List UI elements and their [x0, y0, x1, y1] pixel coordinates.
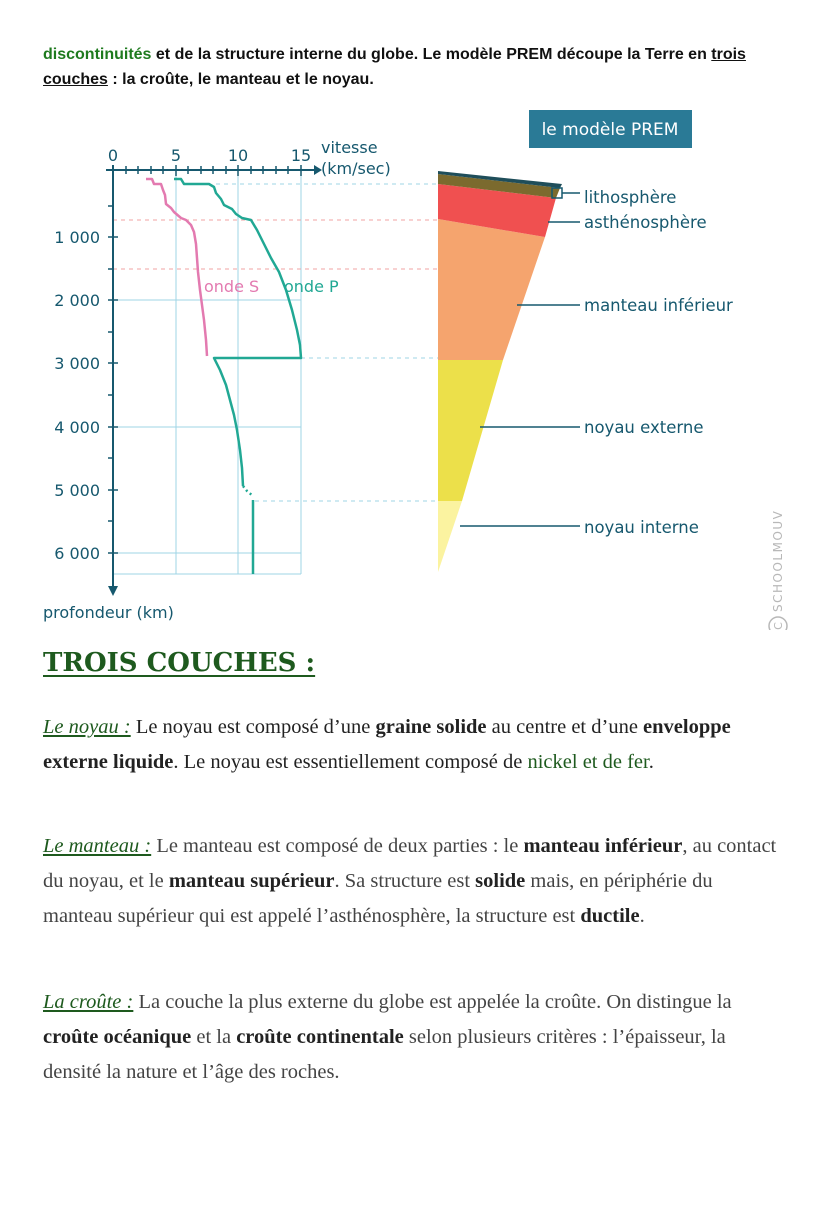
- x-tick-label-0: 0: [107, 146, 119, 165]
- label-lower-mantle: manteau inférieur: [584, 296, 733, 315]
- manteau-bold-3: solide: [475, 870, 526, 892]
- chart-grid: [113, 170, 301, 574]
- chart-axes: [106, 165, 322, 596]
- y-tick-label-2000: 2 000: [54, 291, 100, 310]
- copyright-glyph: C: [772, 622, 785, 630]
- prem-badge-label: le modèle PREM: [541, 120, 679, 140]
- croute-bold-1: croûte océanique: [43, 1026, 192, 1048]
- manteau-bold-4: ductile: [580, 905, 640, 927]
- prem-badge: [529, 110, 692, 148]
- noyau-text-3: . Le noyau est essentiellement composé de: [173, 751, 528, 773]
- outer-core-layer: [438, 360, 503, 501]
- label-lithosphere: lithosphère: [584, 188, 677, 207]
- x-axis-title-1: vitesse: [321, 138, 378, 157]
- lower-mantle-layer: [438, 219, 545, 360]
- earth-wedge: [438, 171, 562, 572]
- paragraph-manteau: [43, 829, 783, 934]
- x-tick-labels: [108, 146, 311, 165]
- croute-bold-2: croûte continentale: [236, 1026, 404, 1048]
- intro-text-part: et de la structure interne du globe. Le modèle PREM découpe la Terre en: [151, 46, 712, 63]
- term-croute: La croûte :: [43, 991, 134, 1013]
- watermark-text: SCHOOLMOUV: [771, 509, 785, 612]
- manteau-text-2: , au contact du noyau, et le: [43, 835, 777, 892]
- paragraph-noyau: [43, 710, 783, 780]
- wave-p-label: onde P: [284, 277, 339, 296]
- watermark: [769, 510, 787, 630]
- y-axis-arrow: [108, 586, 118, 596]
- label-outer-core: noyau externe: [584, 418, 704, 437]
- noyau-bold-2: enveloppe externe liquide: [43, 716, 731, 773]
- y-tick-label-1000: 1 000: [54, 228, 100, 247]
- prem-model-figure: [0, 100, 828, 630]
- noyau-text-4: .: [648, 751, 654, 773]
- y-axis-title: profondeur (km): [43, 603, 174, 622]
- croute-text-1: La couche la plus externe du globe est appelée la croûte. On distingue la: [133, 991, 732, 1013]
- term-noyau: Le noyau :: [43, 716, 131, 738]
- y-tick-labels: [54, 228, 100, 563]
- y-tick-label-3000: 3 000: [54, 354, 100, 373]
- croute-text-3: selon plusieurs critères : l’épaisseur, la densité la nature et l’âge des roches.: [43, 1026, 726, 1083]
- manteau-bold-2: manteau supérieur: [168, 870, 335, 892]
- wave-p-dotted: [243, 486, 253, 496]
- noyau-bold-1: graine solide: [375, 716, 487, 738]
- y-tick-label-6000: 6 000: [54, 544, 100, 563]
- intro-text-end: : la croûte, le manteau et le noyau.: [107, 71, 374, 88]
- label-inner-core: noyau interne: [584, 518, 699, 537]
- manteau-bold-1: manteau inférieur: [523, 835, 683, 857]
- manteau-text-1: Le manteau est composé de deux parties : le: [151, 835, 524, 857]
- section-title: TROIS COUCHES :: [43, 648, 316, 678]
- croute-text-2: et la: [191, 1026, 237, 1048]
- term-manteau: Le manteau :: [43, 835, 152, 857]
- y-tick-label-4000: 4 000: [54, 418, 100, 437]
- manteau-text-5: .: [639, 905, 645, 927]
- intro-keyword: discontinuités: [43, 46, 152, 63]
- manteau-text-4: mais, en périphérie du manteau supérieur qui est appelé l’asthénosphère, la structure est: [43, 870, 713, 927]
- y-tick-label-5000: 5 000: [54, 481, 100, 500]
- x-tick-label-10: 10: [227, 146, 249, 165]
- wave-s-label: onde S: [204, 277, 260, 296]
- intro-link-trois-couches[interactable]: trois couches: [43, 46, 746, 88]
- label-asthenosphere: asthénosphère: [584, 213, 707, 232]
- noyau-green-1: nickel et de fer: [527, 751, 649, 773]
- x-tick-label-15: 15: [290, 146, 312, 165]
- inner-core-layer: [438, 501, 462, 572]
- x-axis-title-2: (km/sec): [321, 159, 391, 178]
- noyau-text-1: Le noyau est composé d’une: [130, 716, 376, 738]
- noyau-text-2: au centre et d’une: [486, 716, 644, 738]
- paragraph-croute: [43, 985, 783, 1090]
- manteau-text-3: . Sa structure est: [334, 870, 476, 892]
- intro-text: [43, 42, 803, 92]
- x-tick-label-5: 5: [170, 146, 182, 165]
